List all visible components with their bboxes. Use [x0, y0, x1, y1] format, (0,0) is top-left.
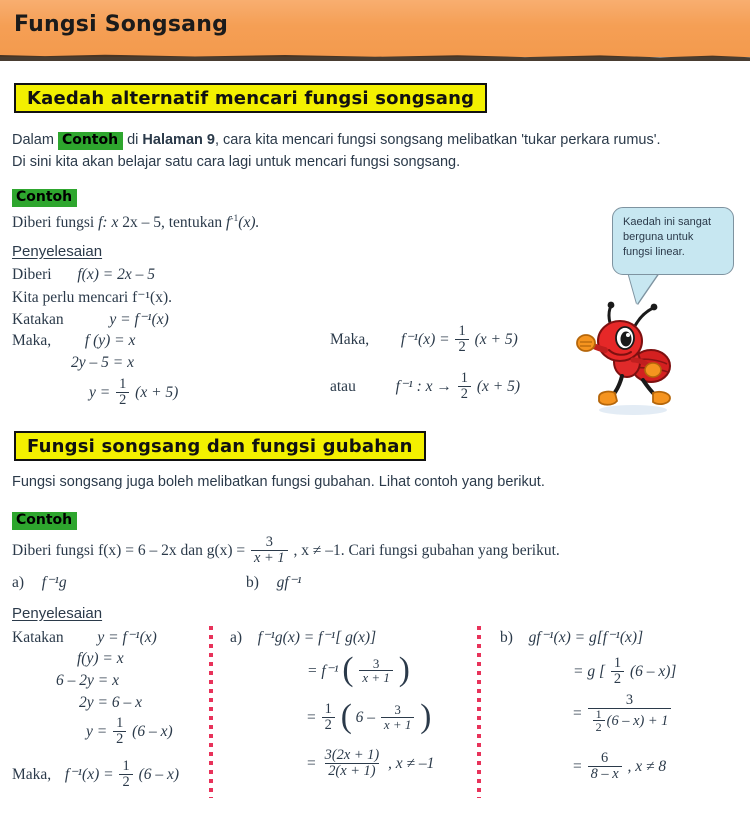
- col-b-line-3: [573, 694, 673, 735]
- penyelesaian-label-1: Penyelesaian: [12, 243, 103, 260]
- contoh-tag-1: Contoh: [12, 189, 77, 207]
- contoh-1-text-3: 2x – 5, tentukan: [118, 214, 226, 232]
- frac-num: 6: [601, 750, 609, 766]
- col-a-line-1-math: f⁻¹g(x) = f⁻¹[ g(x)]: [257, 629, 377, 646]
- frac-den: 2: [455, 339, 468, 355]
- fraction-complex-b: [588, 693, 672, 734]
- sol2-left-line-5: [86, 717, 173, 747]
- fraction-one-half-2: [455, 324, 468, 354]
- ant-mascot-icon: [575, 298, 690, 416]
- frac-den: 8 – x: [588, 766, 622, 782]
- maka-rhs-2: (6 – x): [138, 765, 180, 783]
- frac-den: 2: [593, 720, 605, 733]
- sol2-left-line-5-rhs: (6 – x): [132, 722, 173, 740]
- problem-item-b: [246, 573, 302, 592]
- problem-text-1: Diberi fungsi f(x) = 6 – 2x dan g(x) =: [12, 541, 246, 559]
- solution-1-line-2: Kita perlu mencari f⁻¹(x).: [12, 289, 173, 306]
- col-b-den-rest: (6 – x) + 1: [606, 712, 669, 729]
- frac-den: x + 1: [381, 717, 414, 731]
- frac-num: 3: [394, 702, 401, 718]
- fraction-one-half-5: [119, 759, 132, 789]
- frac-den: [588, 708, 672, 735]
- contoh-inline-tag: Contoh: [58, 132, 123, 150]
- fraction-one-half-b: [611, 656, 624, 686]
- contoh-tag-1-wrap: [12, 188, 77, 207]
- intro-text-2: di: [123, 132, 143, 148]
- col-b-line-2-lhs: = g [: [573, 662, 605, 680]
- frac-num: 3: [372, 656, 380, 671]
- maka-result-lhs: f⁻¹(x) =: [400, 330, 450, 348]
- col-a-condition: , x ≠ –1: [388, 754, 435, 772]
- diberi-label: Diberi: [12, 266, 52, 283]
- column-divider-left: [209, 626, 213, 798]
- frac-den: 2: [458, 386, 471, 402]
- contoh-1-text-2: : x: [102, 214, 119, 232]
- diberi-math: f(x) = 2x – 5: [77, 266, 155, 283]
- result-atau-row: [330, 372, 520, 402]
- problem-item-a: [12, 573, 67, 592]
- solution-1-line-1: [12, 266, 155, 284]
- contoh-1-text-1: Diberi fungsi: [12, 214, 99, 232]
- col-b-line-2: [573, 657, 676, 687]
- frac-num: 1: [122, 758, 130, 774]
- bubble-line-2: berguna untuk: [623, 231, 694, 243]
- solution-1-line-4: [12, 332, 135, 350]
- contoh-1-exponent: -1: [230, 213, 239, 224]
- fraction-one-half-3: [458, 371, 471, 401]
- col-a-line-2-lhs: = f⁻¹: [307, 662, 339, 680]
- frac-num: 1: [119, 376, 127, 392]
- penyelesaian-label-2: Penyelesaian: [12, 605, 103, 622]
- sol2-left-line-3: 6 – 2y = x: [56, 672, 119, 689]
- y-equals: y =: [89, 383, 111, 401]
- fraction-3-over-x1-a2: [381, 703, 414, 730]
- col-a-line-3-eq: =: [307, 708, 316, 726]
- col-b-line-1-math: gf⁻¹(x) = g[f⁻¹(x)]: [528, 629, 644, 646]
- solution-1-line-5-math: 2y – 5 = x: [71, 354, 134, 371]
- contoh-1-f: f: [98, 214, 103, 232]
- speech-bubble: [612, 207, 734, 275]
- frac-den: 2: [116, 392, 129, 408]
- col-b-label: b): [500, 629, 513, 646]
- maka-label-1: Maka,: [12, 332, 52, 349]
- bubble-line-3: fungsi linear.: [623, 246, 685, 258]
- frac-den: x + 1: [359, 670, 392, 684]
- paren-open-a2: (: [342, 651, 354, 689]
- section-heading-alternatif: Kaedah alternatif mencari fungsi songsang: [14, 83, 487, 113]
- katakan-math: y = f⁻¹(x): [109, 311, 169, 328]
- paren-close-a3: ): [420, 697, 432, 735]
- fraction-final-a: [322, 748, 383, 778]
- solution-1-line-5: [71, 354, 134, 372]
- item-a-math: f⁻¹g: [41, 574, 67, 591]
- frac-den: 2: [322, 717, 335, 733]
- frac-den: 2: [113, 731, 126, 747]
- frac-num: 1: [458, 323, 466, 339]
- frac-num: 1: [595, 706, 602, 721]
- col-a-line-1: [230, 628, 376, 647]
- result-maka-row: [330, 325, 518, 355]
- col-b-line-1: [500, 628, 643, 647]
- frac-den: x + 1: [251, 550, 288, 566]
- frac-num: 3: [625, 692, 634, 708]
- katakan-label-2: Katakan: [12, 629, 64, 646]
- page-header-banner: [0, 0, 750, 57]
- problem-statement: [12, 536, 560, 566]
- col-b-line-2-rhs: (6 – x)]: [629, 662, 677, 680]
- frac-den: 2(x + 1): [325, 763, 378, 779]
- section-heading-gubahan: Fungsi songsang dan fungsi gubahan: [14, 431, 426, 461]
- page-title: Fungsi Songsang: [14, 12, 229, 37]
- sol2-left-line-1: [12, 628, 157, 647]
- solution-1-line-6-rhs: (x + 5): [135, 383, 179, 401]
- solution-1-line-6: [89, 378, 178, 408]
- col-b-condition: , x ≠ 8: [627, 757, 667, 775]
- contoh-1-finv: f: [225, 214, 231, 232]
- fraction-final-b: [588, 751, 622, 781]
- fraction-3-over-x1-a: [359, 657, 392, 684]
- item-b-math: gf⁻¹: [276, 574, 302, 591]
- contoh-tag-2-wrap: [12, 511, 77, 530]
- maka-label-2: Maka,: [12, 765, 52, 783]
- katakan-label: Katakan: [12, 311, 64, 328]
- solution-1-line-3: [12, 310, 169, 329]
- intro-paragraph-line2: Di sini kita akan belajar satu cara lagi untuk mencari fungsi songsang.: [12, 154, 461, 170]
- col-a-line-3: [307, 697, 432, 735]
- frac-num: 1: [116, 715, 124, 731]
- bubble-line-1: Kaedah ini sangat: [623, 216, 712, 228]
- contoh-1-text-4: (x).: [238, 214, 260, 232]
- maka-math-1: f (y) = x: [84, 332, 136, 349]
- fraction-one-half-a: [322, 702, 335, 732]
- col-b-line-3-eq: =: [573, 705, 582, 723]
- frac-den: 2: [611, 671, 624, 687]
- maka-lhs-2: f⁻¹(x) =: [64, 765, 114, 783]
- col-b-line-4: [573, 752, 666, 782]
- item-a-label: a): [12, 574, 25, 591]
- paren-open-a3: (: [340, 697, 352, 735]
- frac-num: 1: [613, 655, 622, 671]
- sol2-left-line-2: f(y) = x: [77, 650, 124, 667]
- atau-lhs: f⁻¹ : x →: [395, 377, 452, 395]
- atau-label: atau: [330, 377, 356, 395]
- intro-text-3: , cara kita mencari fungsi songsang melibatkan 'tukar perkara rumus'.: [214, 132, 661, 148]
- sol2-left-line-4: 2y = 6 – x: [79, 694, 142, 711]
- maka-result-rhs: (x + 5): [474, 330, 518, 348]
- contoh-tag-2: Contoh: [12, 512, 77, 530]
- frac-num: 3: [265, 534, 273, 550]
- col-a-line-4-eq: =: [307, 754, 316, 772]
- fraction-one-half-1: [116, 377, 129, 407]
- col-a-line-4: [307, 749, 434, 779]
- maka-result-label: Maka,: [330, 330, 370, 348]
- frac-den: 2: [119, 774, 132, 790]
- problem-text-2: , x ≠ –1. Cari fungsi gubahan yang berikut.: [293, 541, 560, 559]
- sol2-left-line-6: [12, 760, 179, 790]
- col-a-label: a): [230, 629, 243, 646]
- paren-close-a2: ): [398, 651, 410, 689]
- atau-rhs: (x + 5): [476, 377, 521, 395]
- frac-num: 1: [324, 701, 332, 717]
- col-a-line-3-inner: 6 –: [355, 708, 376, 726]
- intro-text-1: Dalam: [12, 132, 58, 148]
- contoh-1-statement: [12, 213, 259, 232]
- fraction-one-half-b2: [593, 708, 605, 734]
- halaman-reference: Halaman 9: [142, 132, 215, 148]
- item-b-label: b): [246, 574, 259, 591]
- fraction-one-half-4: [113, 716, 126, 746]
- frac-num: 1: [460, 370, 468, 386]
- sol2-y-equals: y =: [86, 722, 108, 740]
- col-a-line-2: [307, 651, 410, 689]
- fraction-3-over-x-plus-1: [251, 535, 288, 565]
- katakan-math-2: y = f⁻¹(x): [97, 629, 157, 646]
- column-divider-right: [477, 626, 481, 798]
- frac-num: 3(2x + 1): [324, 747, 380, 763]
- intro-paragraph: [12, 130, 742, 150]
- col-b-line-4-eq: =: [573, 757, 582, 775]
- section2-intro: Fungsi songsang juga boleh melibatkan fungsi gubahan. Lihat contoh yang berikut.: [12, 474, 545, 490]
